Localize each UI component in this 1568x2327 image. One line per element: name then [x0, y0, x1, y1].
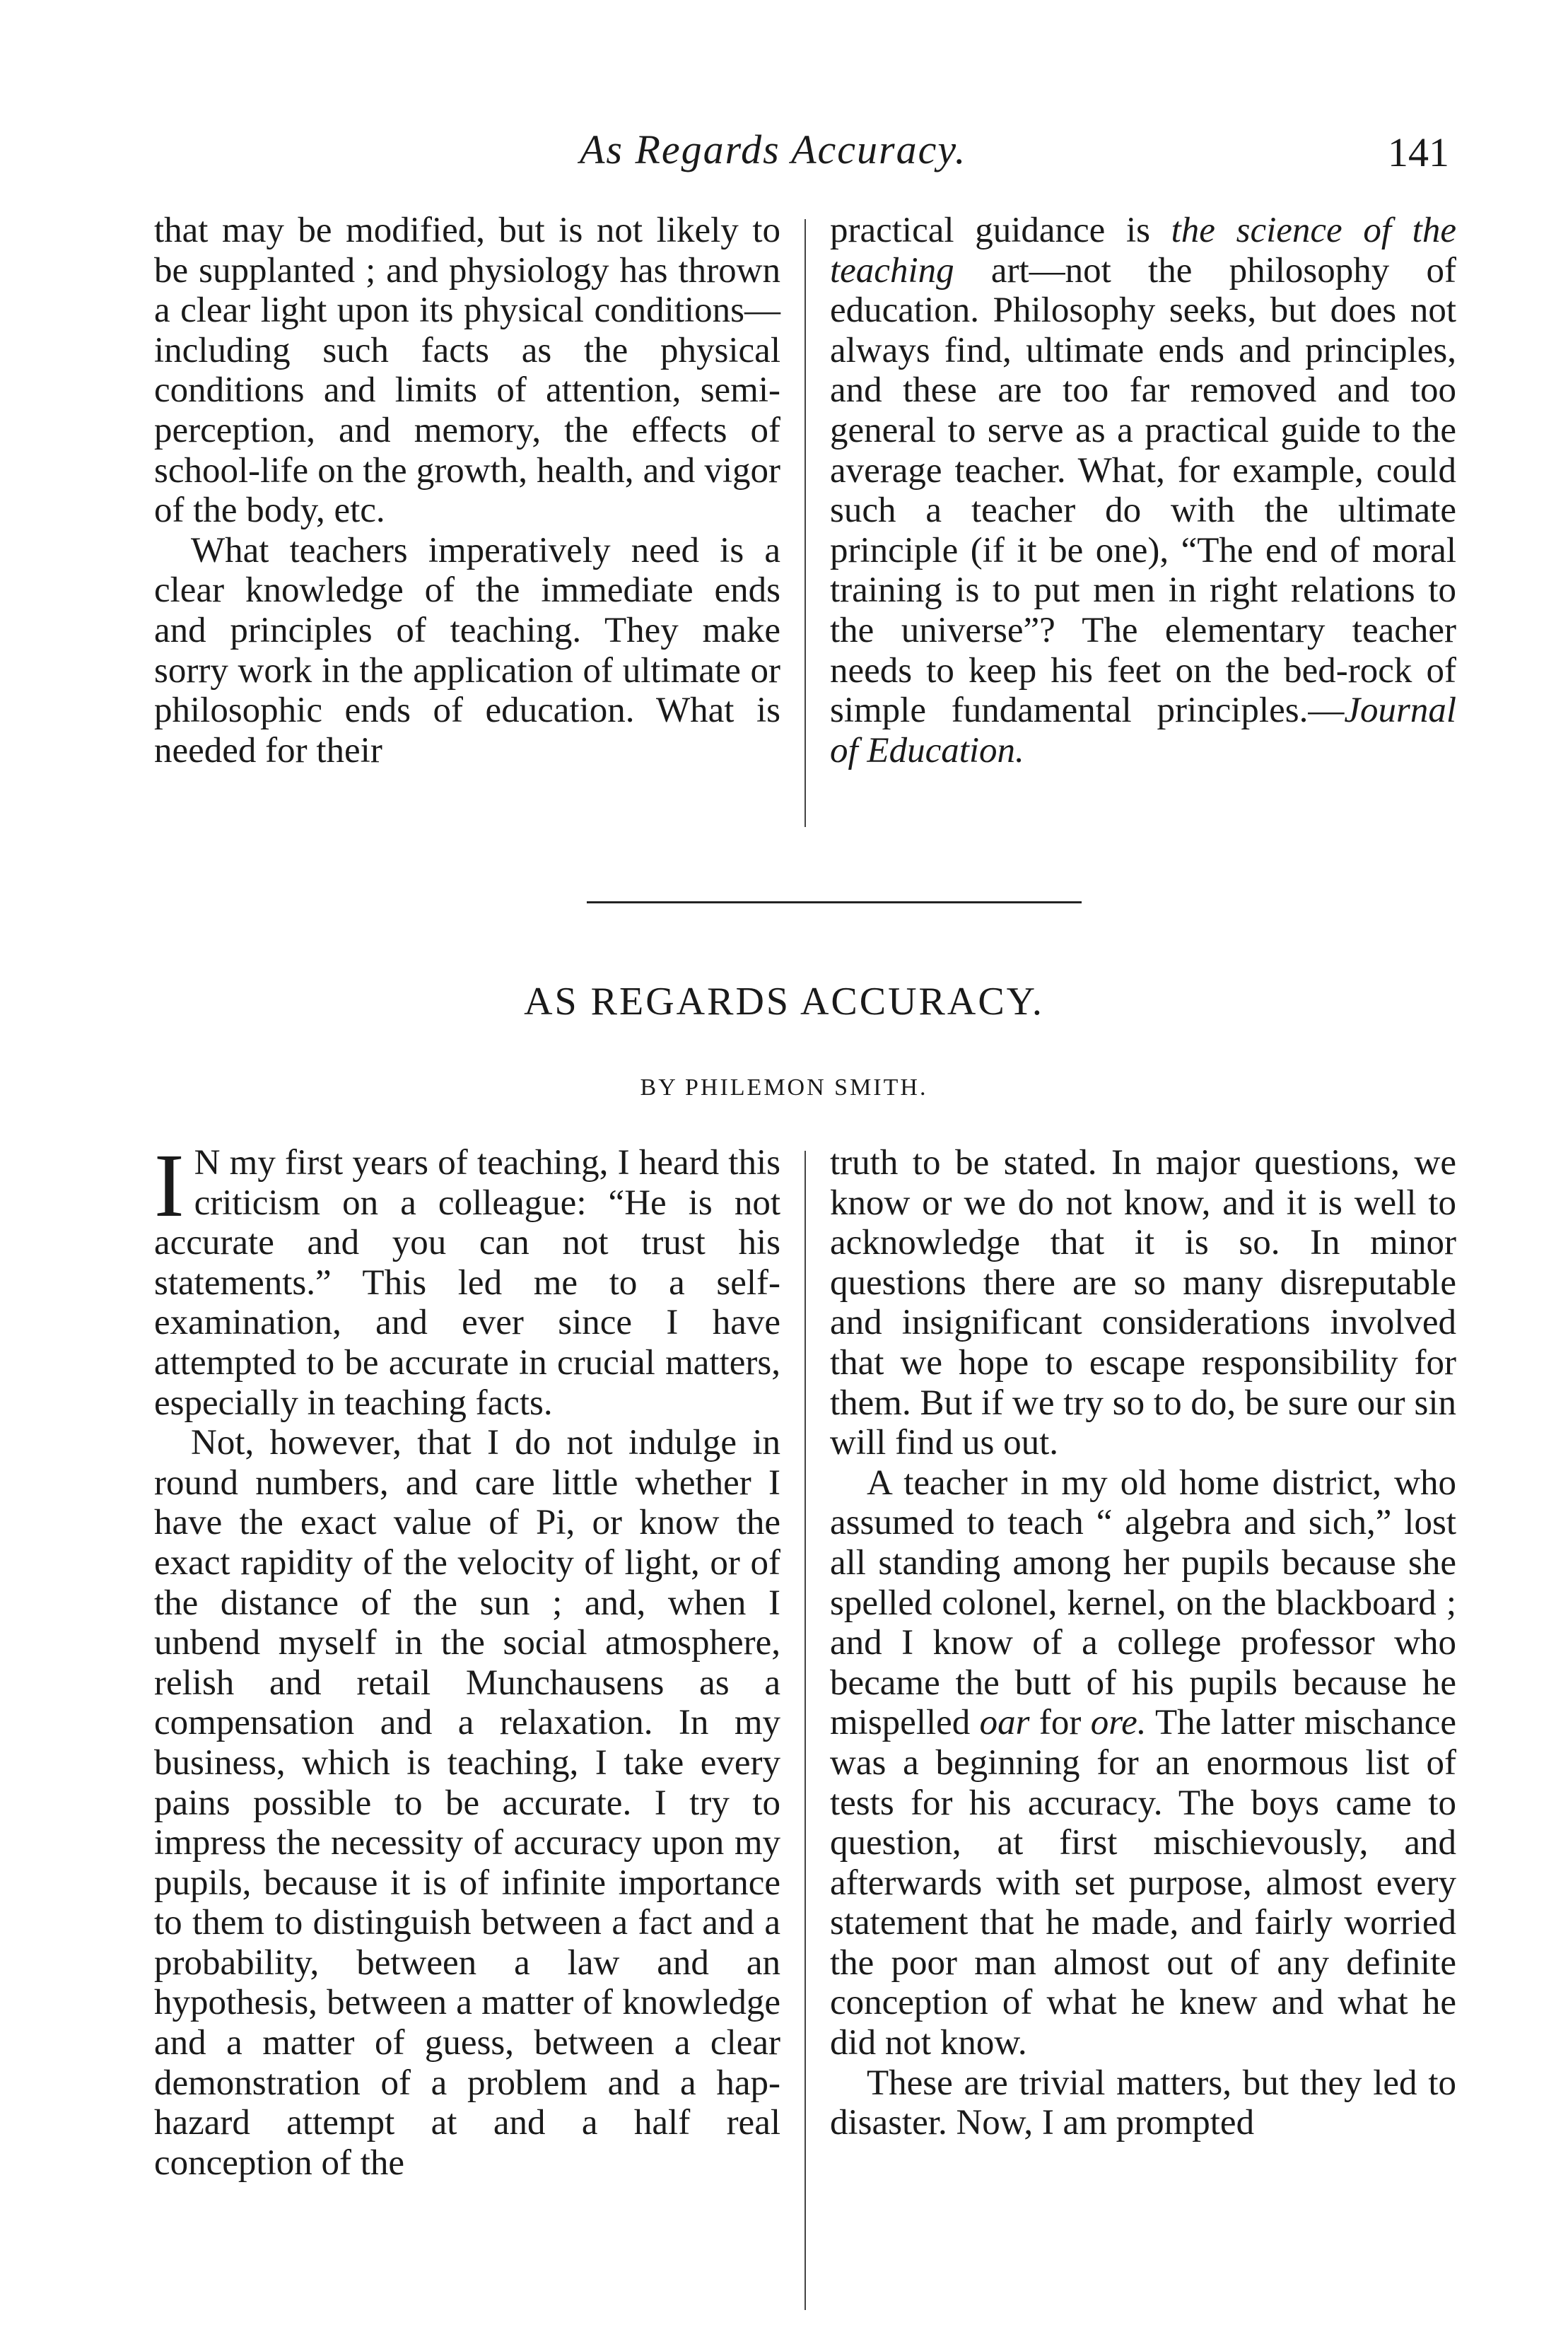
article-byline: BY PHILEMON SMITH. [640, 1074, 928, 1101]
page-number: 141 [1388, 129, 1449, 175]
column-divider [805, 1151, 806, 2310]
paragraph [154, 1135, 780, 1423]
text-run: art—not the philosophy of education. Philosophy seeks, but does not always find, ultimate ends and principles, and these are too far removed and too general to serve as a practical guide to the average teacher. What, for example, could such a teacher do with the ultimate principle (if it be one), “The end of moral training is to put men in right relations to the universe”? The elementary teacher needs to keep his feet on the bed-rock of simple fundamental principles.— [830, 250, 1456, 731]
italic-phrase: the science of the teaching [830, 211, 1456, 291]
running-head: As Regards Accuracy. [580, 127, 967, 172]
article-left-column [154, 1135, 780, 2183]
source-citation: Journal of Education. [830, 691, 1456, 770]
column-divider [805, 219, 806, 827]
paragraph: truth to be stated. In major questions, we know or we do not know, and it is well to acknowledge that it is so. In minor questions there are so many disreputable and insignificant considerations involved that we hope to escape responsibility for them. But if we try so to do, be sure our sin will find us out. [830, 1143, 1456, 1463]
paragraph: These are trivial matters, but they led to disaster. Now, I am prompted [830, 2063, 1456, 2143]
italic-word: oar [979, 1703, 1030, 1743]
article-title: AS REGARDS ACCURACY. [524, 980, 1044, 1024]
previous-article-left-column [154, 211, 780, 770]
article-right-column [830, 1143, 1456, 2143]
text-run: practical guidance is [830, 211, 1171, 250]
italic-word: ore. [1090, 1703, 1147, 1743]
paragraph: Not, however, that I do not indulge in round numbers, and care little whether I have the exact value of Pi, or know the exact rapidity of the velocity of light, or of the distance of the sun ; and, when I unbend myself in the social atmosphere, relish and retail Munchausens as a compensation and a relaxation. In my business, which is teaching, I take every pains possible to be accurate. I try to impress the necessity of accuracy upon my pupils, because it is of infinite importance to them to distinguish between a fact and a probability, between a law and an hypothesis, between a matter of knowledge and a matter of guess, between a clear demonstration of a problem and a hap-hazard attempt at and a half real conception of the [154, 1423, 780, 2183]
text-run: for [1029, 1703, 1091, 1743]
previous-article-right-column [830, 211, 1456, 770]
text-run: A teacher in my old home district, who assumed to teach “ algebra and sich,” lost all standing among her pupils because she spelled colonel, kernel, on the blackboard ; and I know of a college professor who became the butt of his pupils because he mispelled [830, 1463, 1456, 1743]
text-run: The latter mischance was a beginning for an enormous list of tests for his accuracy. The boys came to question, at first mischievously, and afterwards with set purpose, almost every statement that he made, and fairly worried the poor man almost out of any definite conception of what he knew and what he did not know. [830, 1703, 1456, 2063]
paragraph: What teachers imperatively need is a clear knowledge of the immediate ends and principles of teaching. They make sorry work in the application of ultimate or philosophic ends of education. What is needed for their [154, 530, 780, 770]
paragraph [830, 1463, 1456, 2063]
drop-cap: I [154, 1135, 185, 1236]
paragraph: that may be modified, but is not likely to be supplanted ; and physiology has thrown a clear light upon its physical conditions—including such facts as the physical conditions and limits of attention, semi-perception, and memory, the effects of school-life on the growth, health, and vigor of the body, etc. [154, 211, 780, 531]
section-separator-rule [587, 901, 1082, 903]
text-run: N my first years of teaching, I heard this criticism on a colleague: “He is not accurate and you can not trust his statements.” This led me to a self-examination, and ever since I have attempted to be accurate in crucial matters, especially in teaching facts. [154, 1143, 780, 1423]
paragraph [830, 211, 1456, 770]
